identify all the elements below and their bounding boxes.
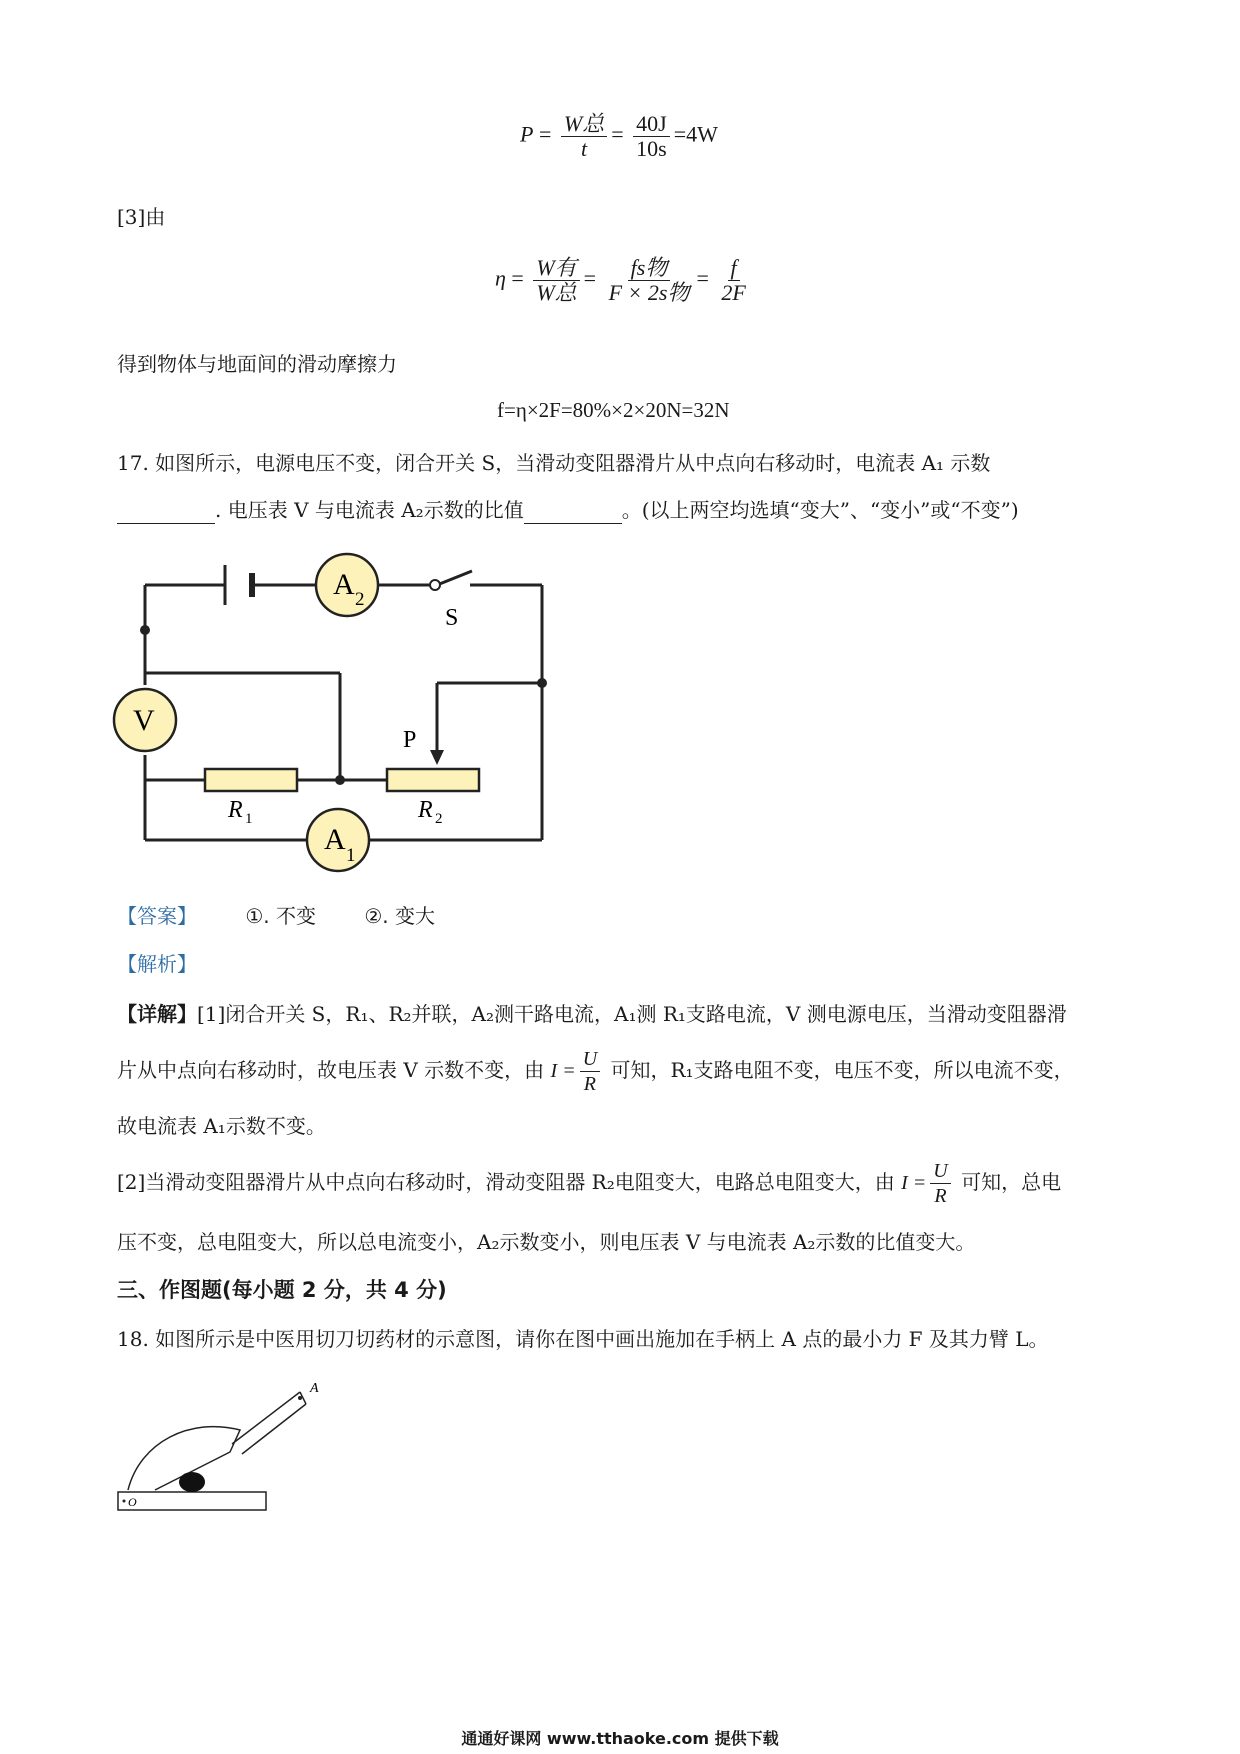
switch-label: S	[445, 605, 459, 631]
v-label: V	[133, 704, 155, 737]
base-board	[118, 1492, 266, 1510]
detail-l4a: [2]当滑动变阻器滑片从中点向右移动时，滑动变阻器 R₂电阻变大，电路总电阻变大，由	[117, 1170, 895, 1194]
efficiency-equation: η = $\frac{\text{W有}}{\text{W总}}$ = $\frac{\text{fs物}}{\text{F × 2s物}}$ = $\frac{f}{2F}$	[495, 256, 753, 305]
battery-icon	[225, 565, 252, 605]
eq-power-den2: 10s	[636, 136, 667, 161]
friction-text: 得到物体与地面间的滑动摩擦力	[117, 352, 397, 376]
ammeter-a2-icon	[316, 554, 378, 616]
eq-eff-den1: W总	[536, 280, 577, 305]
eq-eff-lhs: η	[495, 265, 506, 291]
answer-line	[117, 902, 435, 930]
q18-text: 18. 如图所示是中医用切刀切药材的示意图，请你在图中画出施加在手柄上 A 点的最小力 F 及其力臂 L。	[117, 1327, 1049, 1351]
r1-label: R	[228, 797, 243, 823]
eq-eff-num1: W有	[533, 256, 579, 281]
q17-line2-end: 。(以上两空均选填“变大”、“变小”或“不变”)	[621, 498, 1019, 522]
detail-tag: 【详解】	[117, 1002, 197, 1026]
r2-sub: 2	[435, 811, 443, 827]
ohm2-num: U	[930, 1159, 950, 1184]
answer-blank-1[interactable]	[117, 501, 215, 524]
slider-label: P	[403, 727, 417, 753]
ohm2-lhs: I =	[901, 1172, 927, 1194]
step3-label: [3]由	[117, 205, 166, 229]
circuit-diagram	[100, 555, 560, 895]
detail-l4b: 可知，总电	[961, 1170, 1062, 1194]
answer-2: ②. 变大	[364, 904, 436, 928]
detail-l1: [1]闭合开关 S，R₁、R₂并联，A₂测干路电流，A₁测 R₁支路电流，V 测电源电压，当滑动变阻器滑	[197, 1002, 1067, 1026]
detail-line4	[117, 1152, 1061, 1213]
resistor-r1-icon	[205, 769, 297, 791]
eq-eff-num2: fs物	[628, 256, 671, 281]
eq-power-num2: 40J	[633, 112, 670, 137]
a2-sub: 2	[355, 589, 365, 610]
power-equation: P = $\frac{\text{W总}}{t}$ = $\frac{40J}{10s}$ =4W	[520, 111, 718, 161]
detail-line2	[117, 1040, 1074, 1101]
r2-label: R	[418, 797, 433, 823]
eq-power-result: =4W	[673, 121, 718, 147]
a2-label: A	[333, 568, 355, 601]
a1-label: A	[324, 823, 346, 856]
ohm-den: R	[583, 1073, 597, 1095]
herb-icon	[179, 1472, 205, 1492]
page-footer: 通通好课网 www.tthaoke.com 提供下载	[461, 1729, 779, 1748]
detail-l2b: 可知，R₁支路电阻不变，电压不变，所以电流不变，	[610, 1058, 1074, 1082]
switch-icon	[430, 580, 440, 590]
section3-title: 三、作图题(每小题 2 分，共 4 分)	[117, 1278, 447, 1302]
answer-tag: 【答案】	[117, 904, 197, 928]
q17-line2	[117, 496, 1019, 524]
friction-equation: f=η×2F=80%×2×20N=32N	[497, 398, 730, 422]
eq-power-den1: t	[580, 136, 588, 161]
point-a-label: A	[310, 1381, 319, 1396]
slider-arrow-icon	[430, 750, 444, 765]
eq-power-lhs: P	[520, 121, 534, 147]
ohm-num: U	[580, 1047, 600, 1072]
analysis-tag: 【解析】	[117, 952, 197, 976]
ohm-lhs: I =	[550, 1060, 576, 1082]
q17-line2-mid: . 电压表 V 与电流表 A₂示数的比值	[215, 498, 524, 522]
detail-l3: 故电流表 A₁示数不变。	[117, 1114, 326, 1138]
voltmeter-icon	[114, 689, 176, 751]
eq-eff-den2: F × 2s物	[608, 280, 690, 305]
eq-eff-den3: 2F	[721, 280, 746, 305]
detail-l5: 压不变，总电阻变大，所以总电流变小，A₂示数变小，则电压表 V 与电流表 A₂示数的比值变大。	[117, 1230, 976, 1254]
a1-sub: 1	[346, 845, 356, 866]
eq-power-num1: W总	[561, 112, 607, 137]
answer-1: ①. 不变	[245, 904, 317, 928]
r1-sub: 1	[245, 811, 253, 827]
rheostat-r2-icon	[387, 769, 479, 791]
point-o-label: O	[128, 1495, 137, 1509]
answer-blank-2[interactable]	[524, 501, 622, 524]
detail-l2a: 片从中点向右移动时，故电压表 V 示数不变，由	[117, 1058, 545, 1082]
detail-line1	[117, 1000, 1067, 1028]
ammeter-a1-icon	[307, 809, 369, 871]
ohm2-den: R	[934, 1185, 947, 1207]
knife-diagram	[110, 1372, 319, 1522]
q17-line1: 17. 如图所示，电源电压不变，闭合开关 S，当滑动变阻器滑片从中点向右移动时，电流表 A₁ 示数	[117, 451, 991, 475]
eq-eff-num3: f	[728, 256, 740, 281]
